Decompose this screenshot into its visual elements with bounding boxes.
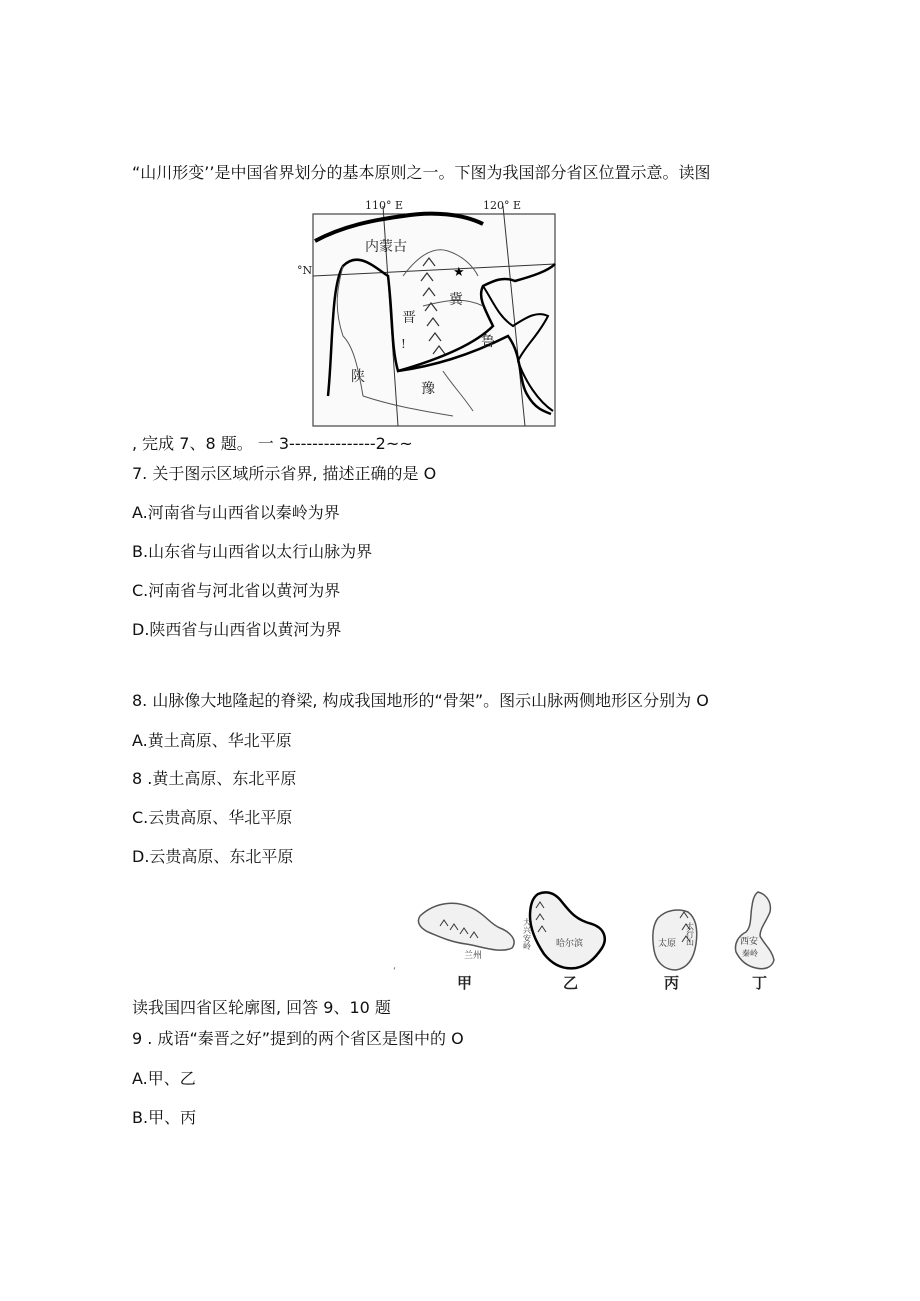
label-mark: ! xyxy=(401,337,406,351)
outline-yi-city: 哈尔滨 xyxy=(556,939,584,949)
outline-jia-city: 兰州 xyxy=(464,951,483,961)
outline-ding-mountain: 秦岭 xyxy=(742,949,758,958)
outline-jia xyxy=(418,903,514,992)
outline-ding-city: 西安 xyxy=(740,937,759,947)
q7-stem: 7. 关于图示区域所示省界, 描述正确的是 O xyxy=(132,464,437,483)
label-jin: 晋 xyxy=(402,310,416,326)
label-lat: °N xyxy=(297,264,313,277)
intro-line-1: “山川形变’’是中国省界划分的基本原则之一。下图为我国部分省区位置示意。读图 xyxy=(132,163,711,182)
outline-yi xyxy=(522,892,605,992)
q9-option-b: B.甲、丙 xyxy=(132,1108,197,1127)
q8-option-d: D.云贵高原、东北平原 xyxy=(132,847,294,866)
outline-jia-label: 甲 xyxy=(457,974,473,992)
q8-stem: 8. 山脉像大地隆起的脊梁, 构成我国地形的“骨架”。图示山脉两侧地形区分别为 O xyxy=(132,691,709,710)
outline-ding xyxy=(735,892,774,992)
outline-ding-label: 丁 xyxy=(752,974,768,992)
q8-option-c: C.云贵高原、华北平原 xyxy=(132,808,293,827)
label-yu: 豫 xyxy=(421,381,435,397)
outline-yi-label: 乙 xyxy=(563,974,579,992)
q9-stem: 9 . 成语“秦晋之好”提到的两个省区是图中的 O xyxy=(132,1029,464,1048)
outline-mark: ‘ xyxy=(393,966,397,977)
q7-option-a: A.河南省与山西省以秦岭为界 xyxy=(132,503,340,522)
q8-option-a: A.黄土高原、华北平原 xyxy=(132,731,292,750)
outline-yi-mountain: 大兴安岭 xyxy=(522,918,532,950)
label-120e: 120° E xyxy=(483,199,522,212)
label-110e: 110° E xyxy=(365,199,404,212)
intro-line-2: , 完成 7、8 题。 一 3---------------2~~ xyxy=(132,434,413,453)
province-outlines xyxy=(380,888,790,992)
intro-2: 读我国四省区轮廓图, 回答 9、10 题 xyxy=(132,998,391,1017)
label-ji: 冀 xyxy=(449,292,463,308)
outline-bing-mountain: 太行山 xyxy=(685,922,695,946)
province-map xyxy=(297,196,565,430)
label-neimenggu: 内蒙古 xyxy=(365,239,407,255)
label-lu: 鲁 xyxy=(481,334,495,350)
q7-option-b: B.山东省与山西省以太行山脉为界 xyxy=(132,542,373,561)
outline-bing-city: 太原 xyxy=(658,939,677,949)
label-shaan: 陕 xyxy=(351,369,365,385)
q9-option-a: A.甲、乙 xyxy=(132,1069,196,1088)
q8-option-b: 8 .黄土高原、东北平原 xyxy=(132,769,297,788)
capital-star: ★ xyxy=(453,265,465,280)
outline-bing-label: 丙 xyxy=(664,974,680,992)
q7-option-c: C.河南省与河北省以黄河为界 xyxy=(132,581,341,600)
outline-bing xyxy=(653,910,697,992)
q7-option-d: D.陕西省与山西省以黄河为界 xyxy=(132,620,342,639)
